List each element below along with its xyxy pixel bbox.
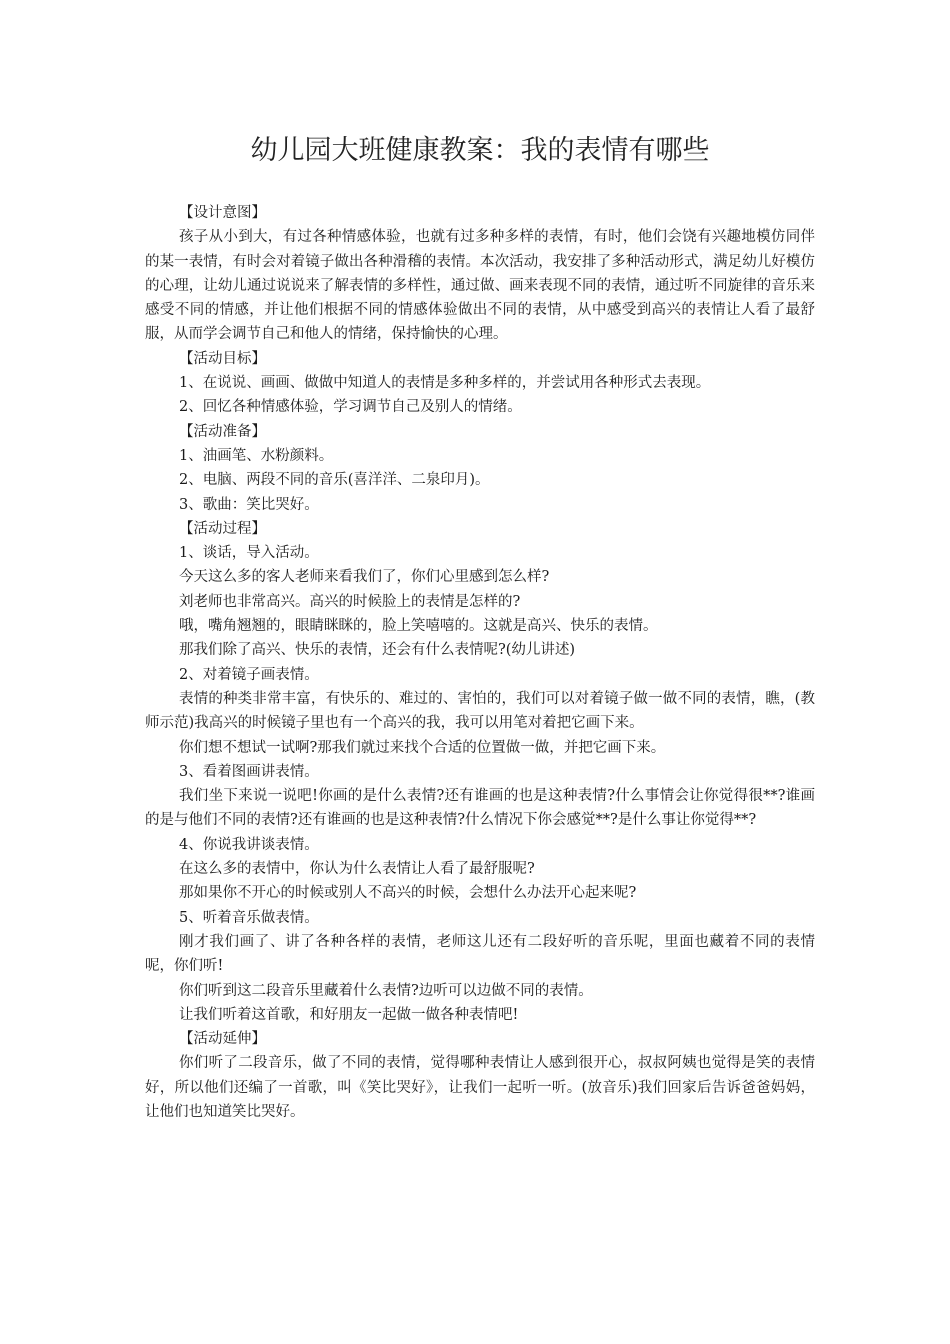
process-step-4-heading: 4、你说我讲谈表情。	[179, 836, 319, 853]
process-step-4-line-2: 那如果你不开心的时候或别人不高兴的时候，会想什么办法开心起来呢?	[179, 885, 637, 902]
process-step-5-line-2: 你们听到这二段音乐里藏着什么表情?边听可以边做不同的表情。	[179, 982, 593, 999]
section-heading-process: 【活动过程】	[179, 520, 266, 537]
document-page	[145, 0, 815, 1344]
section-heading-preparation: 【活动准备】	[179, 423, 266, 440]
process-step-3-line-1: 我们坐下来说一说吧!你画的是什么表情?还有谁画的也是这种表情?什么事情会让你觉得很**?谁画的是与他们不同的表情?还有谁画的也是这种表情?什么情况下你会感觉**?是什么事让你觉得**?	[145, 788, 815, 829]
section-heading-objectives: 【活动目标】	[179, 350, 266, 367]
objective-item-1: 1、在说说、画画、做做中知道人的表情是多种多样的，并尝试用各种形式去表现。	[179, 375, 711, 392]
process-step-1-heading: 1、谈话，导入活动。	[179, 545, 319, 562]
section-heading-extension: 【活动延伸】	[179, 1031, 266, 1048]
paragraph-extension: 你们听了二段音乐，做了不同的表情，觉得哪种表情让人感到很开心，叔叔阿姨也觉得是笑的表情好，所以他们还编了一首歌，叫《笑比哭好》，让我们一起听一听。(放音乐)我们回家后告诉爸爸妈妈，让他们也知道笑比哭好。	[145, 1055, 815, 1120]
document-body	[145, 201, 815, 1124]
process-step-2-line-2: 你们想不想试一试啊?那我们就过来找个合适的位置做一做，并把它画下来。	[179, 739, 666, 756]
process-step-4-line-1: 在这么多的表情中，你认为什么表情让人看了最舒服呢?	[179, 861, 535, 878]
preparation-item-3: 3、歌曲：笑比哭好。	[179, 496, 319, 513]
preparation-item-2: 2、电脑、两段不同的音乐(喜洋洋、二泉印月)。	[179, 472, 490, 489]
process-step-1-line-1: 今天这么多的客人老师来看我们了，你们心里感到怎么样?	[179, 569, 550, 586]
process-step-3-heading: 3、看着图画讲表情。	[179, 763, 319, 780]
process-step-1-line-2: 刘老师也非常高兴。高兴的时候脸上的表情是怎样的?	[179, 593, 521, 610]
process-step-1-line-3: 哦，嘴角翘翘的，眼睛眯眯的，脸上笑嘻嘻的。这就是高兴、快乐的表情。	[179, 618, 658, 635]
process-step-5-heading: 5、听着音乐做表情。	[179, 909, 319, 926]
process-step-5-line-3: 让我们听着这首歌，和好朋友一起做一做各种表情吧!	[179, 1006, 519, 1023]
process-step-2-line-1: 表情的种类非常丰富，有快乐的、难过的、害怕的，我们可以对着镜子做一做不同的表情，瞧，(教师示范)我高兴的时候镜子里也有一个高兴的我，我可以用笔对着把它画下来。	[145, 690, 815, 732]
objective-item-2: 2、回忆各种情感体验，学习调节自己及别人的情绪。	[179, 399, 522, 416]
section-heading-design-intent: 【设计意图】	[179, 205, 266, 221]
paragraph-design-intent: 孩子从小到大，有过各种情感体验，也就有过多种多样的表情，有时，他们会饶有兴趣地模仿同伴的某一表情，有时会对着镜子做出各种滑稽的表情。本次活动，我安排了多种活动形式，满足幼儿好模仿的心理，让幼儿通过说说来了解表情的多样性，通过做、画来表现不同的表情，通过听不同旋律的音乐来感受不同的情感，并让他们根据不同的情感体验做出不同的表情，从中感受到高兴的表情让人看了最舒服，从而学会调节自己和他人的情绪，保持愉快的心理。	[145, 229, 815, 343]
process-step-1-line-4: 那我们除了高兴、快乐的表情，还会有什么表情呢?(幼儿讲述)	[179, 642, 576, 659]
process-step-5-line-1: 刚才我们画了、讲了各种各样的表情，老师这儿还有二段好听的音乐呢，里面也藏着不同的表情呢，你们听!	[145, 933, 815, 975]
document-title: 幼儿园大班健康教案：我的表情有哪些	[250, 135, 710, 166]
preparation-item-1: 1、油画笔、水粉颜料。	[179, 447, 334, 464]
process-step-2-heading: 2、对着镜子画表情。	[179, 666, 319, 683]
